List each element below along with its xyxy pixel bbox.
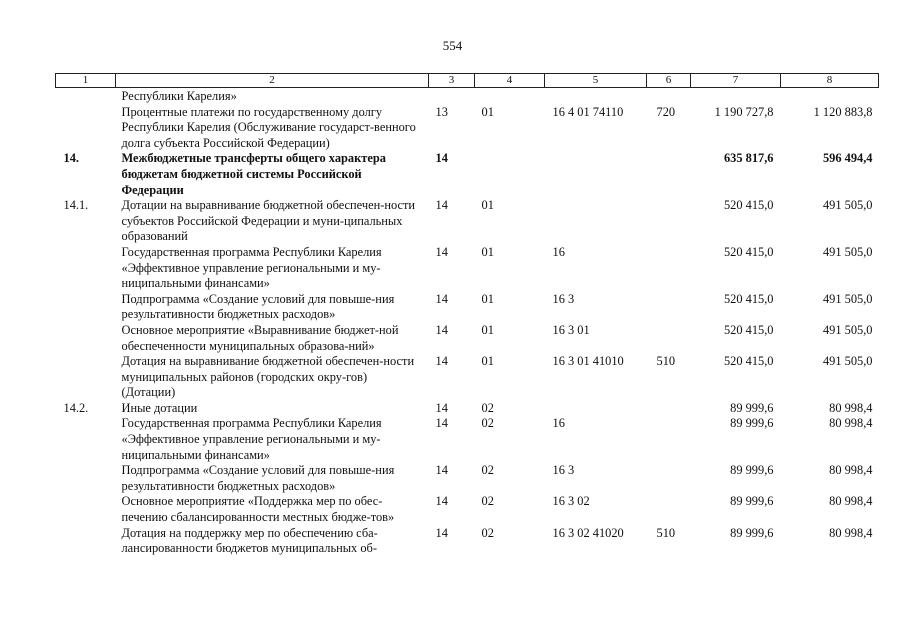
row-section: 14	[435, 244, 448, 259]
column-header-5: 5	[545, 74, 647, 88]
row-target-article: 16 3 02	[552, 494, 590, 509]
row-name: Республики Карелия»	[121, 89, 237, 103]
row-subsection: 02	[481, 400, 494, 415]
row-amount-1: 520 415,0	[723, 198, 774, 213]
row-subsection: 02	[481, 494, 494, 509]
row-target-article: 16 3 01 41010	[552, 354, 624, 369]
row-section: 13	[435, 104, 448, 119]
row-target-article	[545, 88, 647, 105]
row-section: 14	[435, 400, 448, 415]
row-amount-2: 80 998,4	[829, 463, 873, 478]
row-name: Дотация на поддержку мер по обеспечению сба-лансированности бюджетов муниципальных об-	[121, 525, 378, 556]
row-target-article: 16 3	[552, 463, 575, 478]
row-section: 14	[435, 151, 448, 166]
row-number	[56, 416, 116, 463]
row-subsection: 01	[481, 104, 494, 119]
row-amount-1: 520 415,0	[723, 354, 774, 369]
budget-table	[55, 73, 879, 557]
row-expense-type	[647, 416, 691, 463]
row-target-article: 16 4 01 74110	[552, 104, 624, 119]
row-target-article: 16	[552, 244, 565, 259]
row-expense-type	[647, 494, 691, 525]
row-number: 14.2.	[63, 400, 89, 415]
row-amount-2: 491 505,0	[822, 244, 873, 259]
row-number: 14.1.	[63, 198, 89, 213]
row-name: Процентные платежи по государственному долгу Республики Карелия (Обслуживание государст-венного долга субъекта Российской Федерации)	[121, 104, 416, 150]
row-name: Межбюджетные трансферты общего характера бюджетам бюджетной системы Российской Федерации	[121, 151, 386, 197]
row-amount-1: 1 190 727,8	[714, 104, 774, 119]
row-amount-2: 80 998,4	[829, 416, 873, 431]
row-name: Дотации на выравнивание бюджетной обеспечен-ности субъектов Российской Федерации и муни-ципальных образований	[121, 198, 416, 244]
row-subsection: 01	[481, 291, 494, 306]
row-section: 14	[435, 463, 448, 478]
row-name: Подпрограмма «Создание условий для повыше-ния результативности бюджетных расходов»	[121, 463, 395, 493]
row-amount-2	[781, 88, 879, 105]
row-section: 14	[435, 198, 448, 213]
row-name: Подпрограмма «Создание условий для повыше-ния результативности бюджетных расходов»	[121, 291, 395, 322]
row-expense-type	[647, 292, 691, 323]
row-expense-type	[647, 88, 691, 105]
row-number	[56, 354, 116, 401]
table-row	[56, 151, 879, 198]
table-row	[56, 292, 879, 323]
row-number	[56, 88, 116, 105]
column-header-2: 2	[116, 74, 429, 88]
row-target-article: 16 3 01	[552, 322, 590, 337]
row-section: 14	[435, 416, 448, 431]
row-name: Дотация на выравнивание бюджетной обеспечен-ности муниципальных районов (городских окру-гов) (Дотации)	[121, 354, 415, 400]
row-expense-type	[647, 198, 691, 245]
row-expense-type	[647, 401, 691, 417]
row-amount-1: 89 999,6	[730, 400, 774, 415]
column-header-3: 3	[429, 74, 475, 88]
table-row	[56, 463, 879, 494]
row-amount-1: 520 415,0	[723, 322, 774, 337]
row-expense-type: 510	[656, 354, 676, 369]
table-row	[56, 526, 879, 557]
row-section: 14	[435, 322, 448, 337]
row-expense-type	[647, 151, 691, 198]
row-number	[56, 323, 116, 354]
row-amount-2: 80 998,4	[829, 494, 873, 509]
column-header-1: 1	[56, 74, 116, 88]
row-amount-1: 635 817,6	[723, 151, 774, 166]
row-amount-1: 89 999,6	[730, 463, 774, 478]
row-name: Государственная программа Республики Карелия «Эффективное управление региональными и му-ниципальными финансами»	[121, 416, 382, 462]
table-row	[56, 401, 879, 417]
column-header-7: 7	[691, 74, 781, 88]
row-expense-type	[647, 245, 691, 292]
row-section: 14	[435, 291, 448, 306]
row-subsection: 01	[481, 354, 494, 369]
row-target-article: 16 3	[552, 291, 575, 306]
table-row	[56, 416, 879, 463]
row-number: 14.	[63, 151, 79, 166]
row-amount-2: 491 505,0	[822, 354, 873, 369]
row-expense-type: 510	[656, 525, 676, 540]
row-amount-2: 80 998,4	[829, 525, 873, 540]
page-number: 554	[442, 38, 463, 53]
row-amount-1	[691, 88, 781, 105]
table-body	[56, 88, 879, 557]
table-row	[56, 88, 879, 105]
header-row	[56, 74, 879, 88]
row-number	[56, 526, 116, 557]
row-subsection: 02	[481, 463, 494, 478]
row-amount-2: 491 505,0	[822, 291, 873, 306]
row-amount-2: 491 505,0	[822, 322, 873, 337]
column-header-6: 6	[647, 74, 691, 88]
table-row	[56, 323, 879, 354]
row-target-article: 16 3 02 41020	[552, 525, 624, 540]
row-amount-1: 89 999,6	[730, 525, 774, 540]
row-amount-1: 89 999,6	[730, 494, 774, 509]
table-row	[56, 198, 879, 245]
row-name: Государственная программа Республики Карелия «Эффективное управление региональными и му-ниципальными финансами»	[121, 244, 382, 291]
row-expense-type: 720	[656, 104, 676, 119]
table-row	[56, 354, 879, 401]
row-subsection	[475, 88, 545, 105]
column-header-8: 8	[781, 74, 879, 88]
row-section: 14	[435, 525, 448, 540]
row-number	[56, 463, 116, 494]
row-target-article: 16	[552, 416, 565, 431]
row-section	[429, 88, 475, 105]
row-subsection: 02	[481, 416, 494, 431]
row-subsection: 01	[481, 244, 494, 259]
row-number	[56, 494, 116, 525]
row-amount-1: 89 999,6	[730, 416, 774, 431]
row-name: Основное мероприятие «Выравнивание бюджет-ной обеспеченности муниципальных образова-ний»	[121, 322, 399, 353]
row-subsection: 01	[481, 322, 494, 337]
row-amount-1: 520 415,0	[723, 291, 774, 306]
row-amount-2: 1 120 883,8	[813, 104, 873, 119]
table-row	[56, 105, 879, 152]
row-number	[56, 105, 116, 152]
column-header-4: 4	[475, 74, 545, 88]
row-name: Иные дотации	[121, 400, 198, 415]
row-target-article	[545, 401, 647, 417]
row-number	[56, 245, 116, 292]
table-header	[56, 74, 879, 88]
table-row	[56, 494, 879, 525]
row-subsection: 01	[481, 198, 494, 213]
row-amount-2: 491 505,0	[822, 198, 873, 213]
row-number	[56, 292, 116, 323]
row-name: Основное мероприятие «Поддержка мер по обес-печению сбалансированности местных бюдже-тов»	[121, 494, 395, 525]
row-target-article	[545, 198, 647, 245]
row-amount-1: 520 415,0	[723, 244, 774, 259]
row-expense-type	[647, 323, 691, 354]
table-row	[56, 245, 879, 292]
row-target-article	[545, 151, 647, 198]
row-amount-2: 596 494,4	[822, 151, 873, 166]
row-expense-type	[647, 463, 691, 494]
row-subsection: 02	[481, 525, 494, 540]
row-section: 14	[435, 354, 448, 369]
row-amount-2: 80 998,4	[829, 400, 873, 415]
row-subsection	[475, 151, 545, 198]
row-section: 14	[435, 494, 448, 509]
